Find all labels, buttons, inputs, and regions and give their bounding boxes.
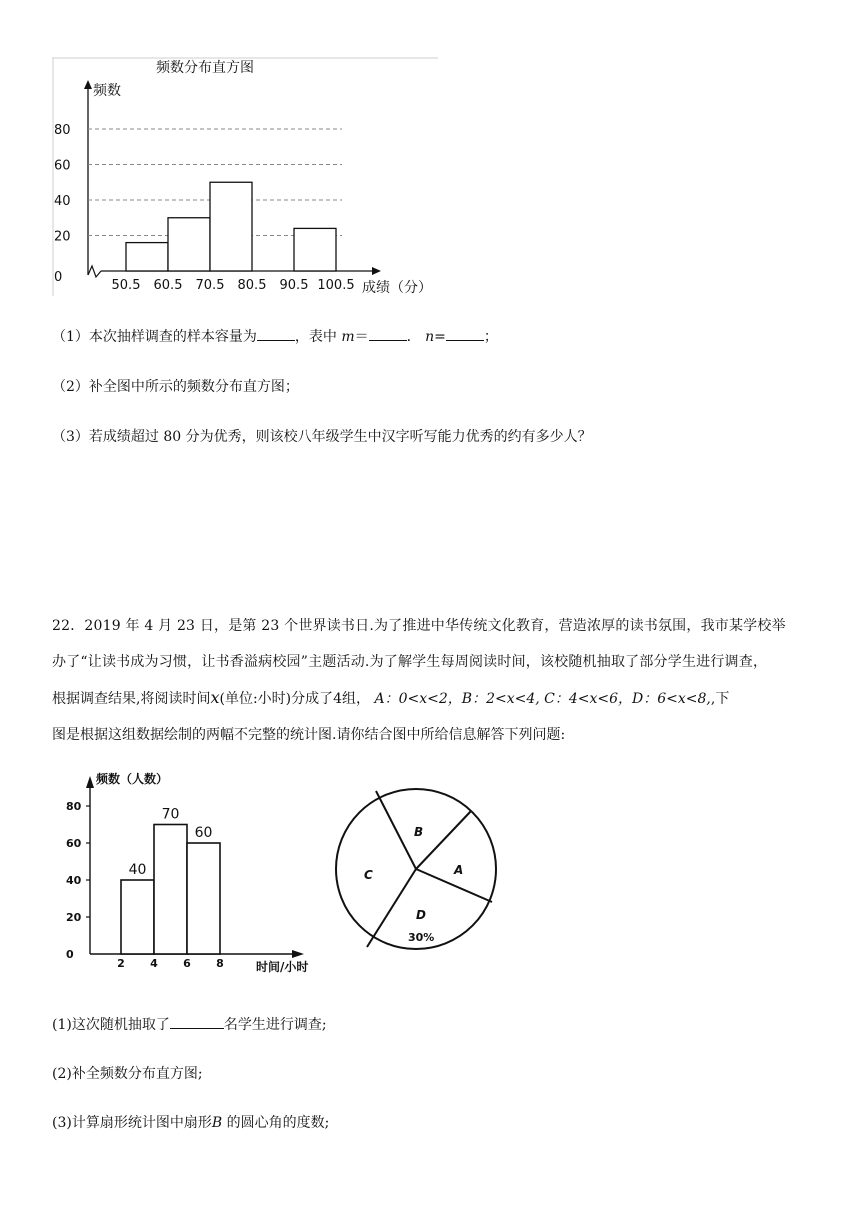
q22-part3: (3)计算扇形统计图中扇形B 的圆心角的度数; xyxy=(52,1115,330,1131)
q22-line2: 办了“让读书成为习惯，让书香溢病校园”主题活动.为了解学生每周阅读时间，该校随机抽取了部分学生进行调查， xyxy=(52,654,768,670)
chart1-y-tick: 20 xyxy=(54,229,71,245)
answer-blank-sample-size[interactable] xyxy=(257,327,295,341)
score-histogram xyxy=(52,56,442,298)
chart2-y-tick: 80 xyxy=(66,800,82,813)
chart2-x-tick: 4 xyxy=(150,957,158,970)
chart1-bar xyxy=(126,243,168,271)
chart2-bar xyxy=(154,825,187,955)
chart1-bar xyxy=(210,182,252,271)
q21-part1: （1）本次抽样调查的样本容量为 ，表中 m＝ ． n= ； xyxy=(52,329,498,345)
chart1-y-tick: 0 xyxy=(54,270,63,285)
chart1-y-tick: 40 xyxy=(54,194,71,209)
chart2-y-tick: 0 xyxy=(66,948,74,961)
q22-part1: (1)这次随机抽取了 名学生进行调查; xyxy=(52,1017,327,1033)
chart1-ylabel: 频数 xyxy=(93,83,121,99)
chart2-bar xyxy=(187,843,220,954)
chart1-bar xyxy=(294,228,336,271)
reading-time-histogram xyxy=(58,768,340,978)
answer-blank-n[interactable] xyxy=(446,327,484,341)
chart1-x-tick: 50.5 xyxy=(111,278,141,293)
q22-line4: 图是根据这组数据绘制的两幅不完整的统计图.请你结合图中所给信息解答下列问题: xyxy=(52,727,566,743)
q22-line3: 根据调查结果,将阅读时间x(单位:小时)分成了4组， A：0<x<2，B：2<x<4, C：4<x<6，D：6<x<8,,下 xyxy=(52,688,730,707)
pie-label-d: D xyxy=(416,908,426,922)
chart2-y-tick: 20 xyxy=(66,911,82,924)
chart1-x-tick: 90.5 xyxy=(279,278,309,293)
pie-label-b: B xyxy=(414,825,424,839)
reading-time-pie xyxy=(330,764,508,964)
q22-part2: (2)补全频数分布直方图; xyxy=(52,1066,203,1082)
q22-line1: 22．2019 年 4 月 23 日，是第 23 个世界读书日.为了推进中华传统文化教育，营造浓厚的读书氛围，我市某学校举 xyxy=(52,618,786,634)
q21-part3: （3）若成绩超过 80 分为优秀，则该校八年级学生中汉字听写能力优秀的约有多少人？ xyxy=(52,429,592,445)
chart1-title: 频数分布直方图 xyxy=(156,60,254,76)
answer-blank-m[interactable] xyxy=(369,327,407,341)
chart2-x-tick: 8 xyxy=(216,957,224,970)
answer-blank-student-count[interactable] xyxy=(170,1015,224,1029)
chart1-bar xyxy=(168,218,210,271)
chart2-y-tick: 40 xyxy=(66,874,82,887)
chart2-bar xyxy=(121,880,154,954)
chart1-x-tick: 100.5 xyxy=(317,278,355,293)
chart2-bar-label: 40 xyxy=(128,862,147,878)
chart2-xlabel: 时间/小时 xyxy=(256,960,309,974)
pie-label-c: C xyxy=(364,868,373,882)
chart2-y-tick: 60 xyxy=(66,837,82,850)
pie-label-d-percent: 30% xyxy=(408,931,435,944)
chart2-bar-label: 60 xyxy=(194,825,213,841)
chart1-x-tick: 80.5 xyxy=(237,278,267,293)
chart1-xlabel: 成绩（分） xyxy=(362,280,432,296)
chart2-bar-label: 70 xyxy=(161,806,180,823)
q21-part2: （2）补全图中所示的频数分布直方图； xyxy=(52,379,299,395)
chart1-y-tick: 80 xyxy=(54,123,71,138)
chart2-x-tick: 2 xyxy=(117,957,125,970)
pie-label-a: A xyxy=(454,863,464,877)
chart2-ylabel: 频数（人数） xyxy=(96,772,169,786)
chart1-x-tick: 70.5 xyxy=(195,278,225,293)
chart1-y-tick: 60 xyxy=(54,158,71,174)
chart2-x-tick: 6 xyxy=(183,957,191,970)
chart1-x-tick: 60.5 xyxy=(153,278,183,293)
